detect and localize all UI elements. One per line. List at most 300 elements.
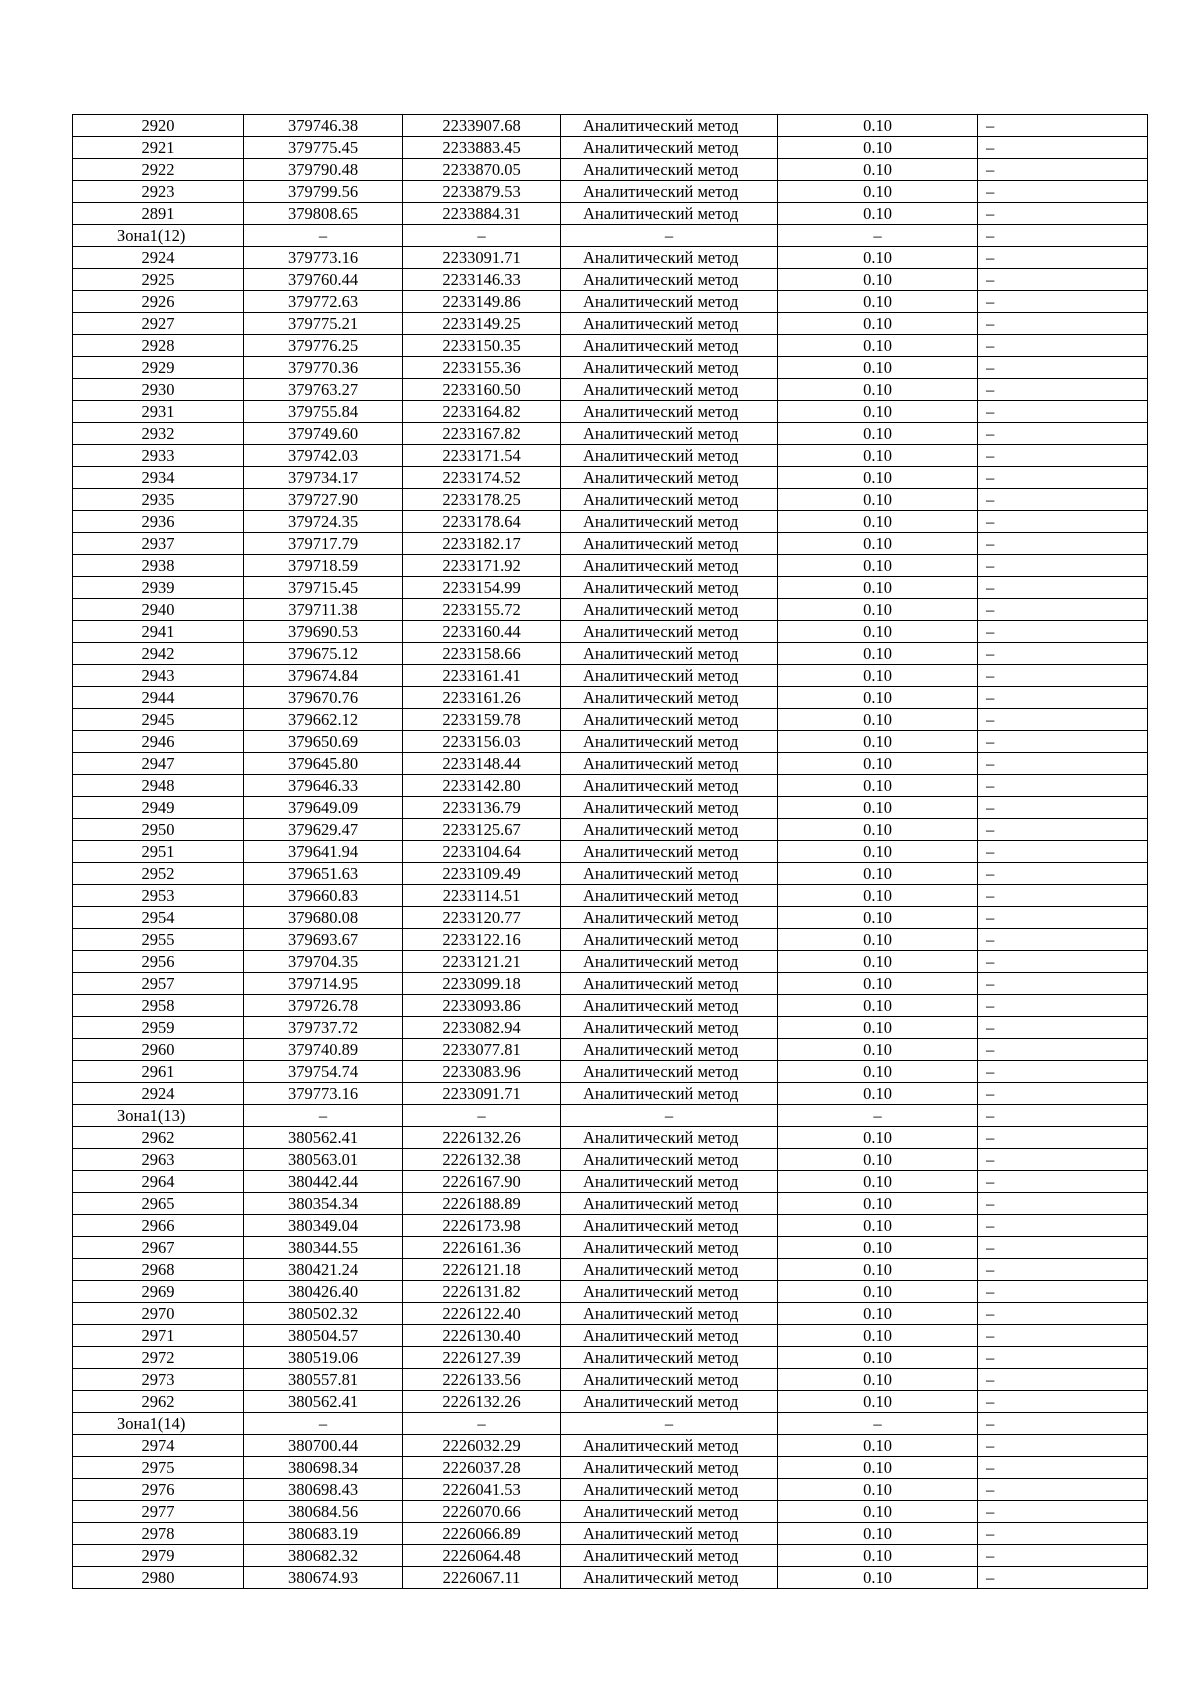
table-row bbox=[73, 203, 1148, 225]
x-coordinate-cell: 379760.44 bbox=[244, 269, 403, 291]
y-coordinate-cell: 2226173.98 bbox=[403, 1215, 561, 1237]
y-coordinate-cell: 2233156.03 bbox=[403, 731, 561, 753]
accuracy-cell: 0.10 bbox=[778, 1457, 978, 1479]
x-coordinate-cell: 379808.65 bbox=[244, 203, 403, 225]
table-row bbox=[73, 137, 1148, 159]
coordinates-table bbox=[72, 114, 1148, 1589]
accuracy-cell: 0.10 bbox=[778, 379, 978, 401]
method-cell: Аналитический метод bbox=[561, 1545, 778, 1567]
y-coordinate-cell: 2233907.68 bbox=[403, 115, 561, 137]
table-row bbox=[73, 1435, 1148, 1457]
remark-cell: – bbox=[978, 269, 1148, 291]
point-number-cell: 2950 bbox=[73, 819, 244, 841]
table-row bbox=[73, 775, 1148, 797]
remark-cell: – bbox=[978, 643, 1148, 665]
remark-cell: – bbox=[978, 709, 1148, 731]
y-coordinate-cell: 2233154.99 bbox=[403, 577, 561, 599]
x-coordinate-cell: 379754.74 bbox=[244, 1061, 403, 1083]
y-coordinate-cell: 2233136.79 bbox=[403, 797, 561, 819]
x-coordinate-cell: 379718.59 bbox=[244, 555, 403, 577]
method-cell: Аналитический метод bbox=[561, 401, 778, 423]
accuracy-cell: 0.10 bbox=[778, 1435, 978, 1457]
method-cell: Аналитический метод bbox=[561, 533, 778, 555]
y-coordinate-cell: 2233884.31 bbox=[403, 203, 561, 225]
method-cell: Аналитический метод bbox=[561, 709, 778, 731]
x-coordinate-cell: 379772.63 bbox=[244, 291, 403, 313]
x-coordinate-cell: 380562.41 bbox=[244, 1127, 403, 1149]
remark-cell: – bbox=[978, 1523, 1148, 1545]
point-number-cell: 2947 bbox=[73, 753, 244, 775]
x-coordinate-cell: – bbox=[244, 1105, 403, 1127]
method-cell: Аналитический метод bbox=[561, 995, 778, 1017]
table-row bbox=[73, 841, 1148, 863]
method-cell: Аналитический метод bbox=[561, 555, 778, 577]
y-coordinate-cell: 2226064.48 bbox=[403, 1545, 561, 1567]
y-coordinate-cell: 2233109.49 bbox=[403, 863, 561, 885]
point-number-cell: 2938 bbox=[73, 555, 244, 577]
point-number-cell: 2968 bbox=[73, 1259, 244, 1281]
remark-cell: – bbox=[978, 1457, 1148, 1479]
method-cell: Аналитический метод bbox=[561, 313, 778, 335]
point-number-cell: 2929 bbox=[73, 357, 244, 379]
x-coordinate-cell: 379641.94 bbox=[244, 841, 403, 863]
x-coordinate-cell: 379680.08 bbox=[244, 907, 403, 929]
y-coordinate-cell: 2233161.26 bbox=[403, 687, 561, 709]
accuracy-cell: 0.10 bbox=[778, 995, 978, 1017]
remark-cell: – bbox=[978, 1413, 1148, 1435]
y-coordinate-cell: 2233171.54 bbox=[403, 445, 561, 467]
point-number-cell: 2926 bbox=[73, 291, 244, 313]
method-cell: Аналитический метод bbox=[561, 797, 778, 819]
accuracy-cell: 0.10 bbox=[778, 1171, 978, 1193]
y-coordinate-cell: 2233160.44 bbox=[403, 621, 561, 643]
method-cell: Аналитический метод bbox=[561, 1193, 778, 1215]
y-coordinate-cell: 2233114.51 bbox=[403, 885, 561, 907]
point-number-cell: 2925 bbox=[73, 269, 244, 291]
remark-cell: – bbox=[978, 1061, 1148, 1083]
point-number-cell: 2961 bbox=[73, 1061, 244, 1083]
accuracy-cell: 0.10 bbox=[778, 335, 978, 357]
x-coordinate-cell: 379742.03 bbox=[244, 445, 403, 467]
x-coordinate-cell: 379746.38 bbox=[244, 115, 403, 137]
y-coordinate-cell: 2233155.36 bbox=[403, 357, 561, 379]
remark-cell: – bbox=[978, 291, 1148, 313]
point-number-cell: 2944 bbox=[73, 687, 244, 709]
table-row bbox=[73, 797, 1148, 819]
point-number-cell: 2945 bbox=[73, 709, 244, 731]
remark-cell: – bbox=[978, 1259, 1148, 1281]
table-row bbox=[73, 1281, 1148, 1303]
method-cell: Аналитический метод bbox=[561, 1347, 778, 1369]
method-cell: Аналитический метод bbox=[561, 357, 778, 379]
method-cell: Аналитический метод bbox=[561, 445, 778, 467]
accuracy-cell: 0.10 bbox=[778, 973, 978, 995]
table-row bbox=[73, 1083, 1148, 1105]
point-number-cell: 2924 bbox=[73, 247, 244, 269]
accuracy-cell: – bbox=[778, 225, 978, 247]
method-cell: Аналитический метод bbox=[561, 599, 778, 621]
y-coordinate-cell: 2233150.35 bbox=[403, 335, 561, 357]
method-cell: Аналитический метод bbox=[561, 973, 778, 995]
point-number-cell: 2971 bbox=[73, 1325, 244, 1347]
accuracy-cell: 0.10 bbox=[778, 1259, 978, 1281]
remark-cell: – bbox=[978, 731, 1148, 753]
x-coordinate-cell: 380683.19 bbox=[244, 1523, 403, 1545]
method-cell: Аналитический метод bbox=[561, 775, 778, 797]
accuracy-cell: 0.10 bbox=[778, 357, 978, 379]
y-coordinate-cell: 2233883.45 bbox=[403, 137, 561, 159]
x-coordinate-cell: 380354.34 bbox=[244, 1193, 403, 1215]
x-coordinate-cell: 379704.35 bbox=[244, 951, 403, 973]
y-coordinate-cell: 2226132.26 bbox=[403, 1391, 561, 1413]
y-coordinate-cell: 2233161.41 bbox=[403, 665, 561, 687]
table-row bbox=[73, 423, 1148, 445]
x-coordinate-cell: 379693.67 bbox=[244, 929, 403, 951]
point-number-cell: 2949 bbox=[73, 797, 244, 819]
point-number-cell: 2923 bbox=[73, 181, 244, 203]
method-cell: Аналитический метод bbox=[561, 885, 778, 907]
table-row bbox=[73, 643, 1148, 665]
accuracy-cell: 0.10 bbox=[778, 1303, 978, 1325]
method-cell: Аналитический метод bbox=[561, 1083, 778, 1105]
point-number-cell: 2941 bbox=[73, 621, 244, 643]
x-coordinate-cell: 379690.53 bbox=[244, 621, 403, 643]
y-coordinate-cell: 2233120.77 bbox=[403, 907, 561, 929]
y-coordinate-cell: 2226131.82 bbox=[403, 1281, 561, 1303]
method-cell: Аналитический метод bbox=[561, 1457, 778, 1479]
method-cell: Аналитический метод bbox=[561, 1237, 778, 1259]
accuracy-cell: 0.10 bbox=[778, 885, 978, 907]
remark-cell: – bbox=[978, 203, 1148, 225]
point-number-cell: 2967 bbox=[73, 1237, 244, 1259]
method-cell: Аналитический метод bbox=[561, 1567, 778, 1589]
method-cell: Аналитический метод bbox=[561, 1017, 778, 1039]
point-number-cell: 2924 bbox=[73, 1083, 244, 1105]
table-row bbox=[73, 1193, 1148, 1215]
point-number-cell: 2979 bbox=[73, 1545, 244, 1567]
point-number-cell: 2948 bbox=[73, 775, 244, 797]
x-coordinate-cell: 379737.72 bbox=[244, 1017, 403, 1039]
x-coordinate-cell: 379790.48 bbox=[244, 159, 403, 181]
y-coordinate-cell: 2233093.86 bbox=[403, 995, 561, 1017]
x-coordinate-cell: 379714.95 bbox=[244, 973, 403, 995]
x-coordinate-cell: 379775.45 bbox=[244, 137, 403, 159]
remark-cell: – bbox=[978, 929, 1148, 951]
accuracy-cell: 0.10 bbox=[778, 137, 978, 159]
remark-cell: – bbox=[978, 313, 1148, 335]
point-number-cell: 2946 bbox=[73, 731, 244, 753]
y-coordinate-cell: 2226132.38 bbox=[403, 1149, 561, 1171]
table-row bbox=[73, 1369, 1148, 1391]
y-coordinate-cell: 2233122.16 bbox=[403, 929, 561, 951]
method-cell: Аналитический метод bbox=[561, 863, 778, 885]
remark-cell: – bbox=[978, 445, 1148, 467]
point-number-cell: 2931 bbox=[73, 401, 244, 423]
table-row bbox=[73, 599, 1148, 621]
y-coordinate-cell: 2233077.81 bbox=[403, 1039, 561, 1061]
remark-cell: – bbox=[978, 357, 1148, 379]
x-coordinate-cell: 379770.36 bbox=[244, 357, 403, 379]
table-row bbox=[73, 973, 1148, 995]
table-row bbox=[73, 1457, 1148, 1479]
accuracy-cell: 0.10 bbox=[778, 621, 978, 643]
x-coordinate-cell: 380682.32 bbox=[244, 1545, 403, 1567]
method-cell: Аналитический метод bbox=[561, 687, 778, 709]
x-coordinate-cell: 379711.38 bbox=[244, 599, 403, 621]
accuracy-cell: 0.10 bbox=[778, 1039, 978, 1061]
point-number-cell: 2959 bbox=[73, 1017, 244, 1039]
accuracy-cell: 0.10 bbox=[778, 863, 978, 885]
y-coordinate-cell: 2233149.86 bbox=[403, 291, 561, 313]
accuracy-cell: 0.10 bbox=[778, 1347, 978, 1369]
x-coordinate-cell: 380698.43 bbox=[244, 1479, 403, 1501]
y-coordinate-cell: 2226070.66 bbox=[403, 1501, 561, 1523]
x-coordinate-cell: 380426.40 bbox=[244, 1281, 403, 1303]
accuracy-cell: 0.10 bbox=[778, 1061, 978, 1083]
point-number-cell: 2951 bbox=[73, 841, 244, 863]
y-coordinate-cell: 2226122.40 bbox=[403, 1303, 561, 1325]
method-cell: Аналитический метод bbox=[561, 335, 778, 357]
y-coordinate-cell: 2233125.67 bbox=[403, 819, 561, 841]
remark-cell: – bbox=[978, 1171, 1148, 1193]
point-number-cell: 2942 bbox=[73, 643, 244, 665]
accuracy-cell: 0.10 bbox=[778, 247, 978, 269]
table-row bbox=[73, 1325, 1148, 1347]
accuracy-cell: 0.10 bbox=[778, 1391, 978, 1413]
y-coordinate-cell: 2226041.53 bbox=[403, 1479, 561, 1501]
accuracy-cell: 0.10 bbox=[778, 1479, 978, 1501]
method-cell: Аналитический метод bbox=[561, 379, 778, 401]
method-cell: Аналитический метод bbox=[561, 269, 778, 291]
accuracy-cell: 0.10 bbox=[778, 511, 978, 533]
remark-cell: – bbox=[978, 819, 1148, 841]
remark-cell: – bbox=[978, 489, 1148, 511]
x-coordinate-cell: 379660.83 bbox=[244, 885, 403, 907]
x-coordinate-cell: 379755.84 bbox=[244, 401, 403, 423]
remark-cell: – bbox=[978, 797, 1148, 819]
method-cell: Аналитический метод bbox=[561, 841, 778, 863]
table-row bbox=[73, 1215, 1148, 1237]
table-row bbox=[73, 929, 1148, 951]
table-row bbox=[73, 665, 1148, 687]
table-row bbox=[73, 335, 1148, 357]
remark-cell: – bbox=[978, 335, 1148, 357]
y-coordinate-cell: 2226161.36 bbox=[403, 1237, 561, 1259]
point-number-cell: 2932 bbox=[73, 423, 244, 445]
method-cell: Аналитический метод bbox=[561, 1523, 778, 1545]
remark-cell: – bbox=[978, 115, 1148, 137]
remark-cell: – bbox=[978, 621, 1148, 643]
table-row bbox=[73, 1479, 1148, 1501]
method-cell: Аналитический метод bbox=[561, 203, 778, 225]
table-row bbox=[73, 621, 1148, 643]
x-coordinate-cell: 380684.56 bbox=[244, 1501, 403, 1523]
table-row bbox=[73, 1149, 1148, 1171]
remark-cell: – bbox=[978, 1391, 1148, 1413]
x-coordinate-cell: 380698.34 bbox=[244, 1457, 403, 1479]
y-coordinate-cell: 2226132.26 bbox=[403, 1127, 561, 1149]
accuracy-cell: 0.10 bbox=[778, 115, 978, 137]
table-row bbox=[73, 1171, 1148, 1193]
accuracy-cell: – bbox=[778, 1105, 978, 1127]
accuracy-cell: 0.10 bbox=[778, 665, 978, 687]
point-number-cell: 2980 bbox=[73, 1567, 244, 1589]
method-cell: Аналитический метод bbox=[561, 511, 778, 533]
remark-cell: – bbox=[978, 511, 1148, 533]
point-number-cell: 2922 bbox=[73, 159, 244, 181]
remark-cell: – bbox=[978, 467, 1148, 489]
x-coordinate-cell: 380563.01 bbox=[244, 1149, 403, 1171]
y-coordinate-cell: 2233091.71 bbox=[403, 247, 561, 269]
table-row bbox=[73, 313, 1148, 335]
accuracy-cell: 0.10 bbox=[778, 555, 978, 577]
table-row bbox=[73, 1061, 1148, 1083]
remark-cell: – bbox=[978, 1567, 1148, 1589]
y-coordinate-cell: – bbox=[403, 1105, 561, 1127]
y-coordinate-cell: 2233171.92 bbox=[403, 555, 561, 577]
table-row bbox=[73, 1391, 1148, 1413]
coordinates-table-body bbox=[73, 115, 1148, 1589]
remark-cell: – bbox=[978, 775, 1148, 797]
x-coordinate-cell: 379662.12 bbox=[244, 709, 403, 731]
remark-cell: – bbox=[978, 1017, 1148, 1039]
x-coordinate-cell: 379674.84 bbox=[244, 665, 403, 687]
x-coordinate-cell: 379649.09 bbox=[244, 797, 403, 819]
method-cell: Аналитический метод bbox=[561, 1479, 778, 1501]
point-number-cell: 2937 bbox=[73, 533, 244, 555]
y-coordinate-cell: 2233182.17 bbox=[403, 533, 561, 555]
table-row bbox=[73, 995, 1148, 1017]
table-row bbox=[73, 1039, 1148, 1061]
x-coordinate-cell: 379740.89 bbox=[244, 1039, 403, 1061]
x-coordinate-cell: 380674.93 bbox=[244, 1567, 403, 1589]
accuracy-cell: 0.10 bbox=[778, 1523, 978, 1545]
y-coordinate-cell: 2233159.78 bbox=[403, 709, 561, 731]
x-coordinate-cell: 380519.06 bbox=[244, 1347, 403, 1369]
zone-header-row bbox=[73, 225, 1148, 247]
table-row bbox=[73, 863, 1148, 885]
y-coordinate-cell: 2233148.44 bbox=[403, 753, 561, 775]
accuracy-cell: 0.10 bbox=[778, 687, 978, 709]
method-cell: Аналитический метод bbox=[561, 1501, 778, 1523]
zone-header-row bbox=[73, 1413, 1148, 1435]
point-number-cell: 2962 bbox=[73, 1127, 244, 1149]
point-number-cell: 2953 bbox=[73, 885, 244, 907]
method-cell: Аналитический метод bbox=[561, 181, 778, 203]
accuracy-cell: 0.10 bbox=[778, 907, 978, 929]
x-coordinate-cell: 379776.25 bbox=[244, 335, 403, 357]
x-coordinate-cell: – bbox=[244, 225, 403, 247]
y-coordinate-cell: 2226037.28 bbox=[403, 1457, 561, 1479]
y-coordinate-cell: – bbox=[403, 225, 561, 247]
accuracy-cell: 0.10 bbox=[778, 709, 978, 731]
remark-cell: – bbox=[978, 1149, 1148, 1171]
method-cell: Аналитический метод bbox=[561, 1149, 778, 1171]
y-coordinate-cell: 2233870.05 bbox=[403, 159, 561, 181]
y-coordinate-cell: 2233142.80 bbox=[403, 775, 561, 797]
point-number-cell: Зона1(12) bbox=[73, 225, 244, 247]
accuracy-cell: 0.10 bbox=[778, 775, 978, 797]
point-number-cell: 2963 bbox=[73, 1149, 244, 1171]
point-number-cell: 2973 bbox=[73, 1369, 244, 1391]
x-coordinate-cell: 379773.16 bbox=[244, 1083, 403, 1105]
accuracy-cell: 0.10 bbox=[778, 599, 978, 621]
accuracy-cell: – bbox=[778, 1413, 978, 1435]
point-number-cell: 2969 bbox=[73, 1281, 244, 1303]
accuracy-cell: 0.10 bbox=[778, 203, 978, 225]
remark-cell: – bbox=[978, 665, 1148, 687]
accuracy-cell: 0.10 bbox=[778, 753, 978, 775]
table-row bbox=[73, 731, 1148, 753]
method-cell: Аналитический метод bbox=[561, 951, 778, 973]
table-row bbox=[73, 379, 1148, 401]
point-number-cell: 2933 bbox=[73, 445, 244, 467]
x-coordinate-cell: 380557.81 bbox=[244, 1369, 403, 1391]
remark-cell: – bbox=[978, 1369, 1148, 1391]
table-row bbox=[73, 1127, 1148, 1149]
remark-cell: – bbox=[978, 225, 1148, 247]
y-coordinate-cell: 2233174.52 bbox=[403, 467, 561, 489]
x-coordinate-cell: 380502.32 bbox=[244, 1303, 403, 1325]
method-cell: Аналитический метод bbox=[561, 423, 778, 445]
accuracy-cell: 0.10 bbox=[778, 1567, 978, 1589]
point-number-cell: 2965 bbox=[73, 1193, 244, 1215]
point-number-cell: 2974 bbox=[73, 1435, 244, 1457]
method-cell: Аналитический метод bbox=[561, 1061, 778, 1083]
method-cell: Аналитический метод bbox=[561, 1369, 778, 1391]
table-row bbox=[73, 1237, 1148, 1259]
accuracy-cell: 0.10 bbox=[778, 1149, 978, 1171]
table-row bbox=[73, 401, 1148, 423]
accuracy-cell: 0.10 bbox=[778, 731, 978, 753]
accuracy-cell: 0.10 bbox=[778, 489, 978, 511]
y-coordinate-cell: 2233082.94 bbox=[403, 1017, 561, 1039]
point-number-cell: 2927 bbox=[73, 313, 244, 335]
method-cell: Аналитический метод bbox=[561, 665, 778, 687]
accuracy-cell: 0.10 bbox=[778, 1215, 978, 1237]
point-number-cell: 2940 bbox=[73, 599, 244, 621]
table-row bbox=[73, 489, 1148, 511]
accuracy-cell: 0.10 bbox=[778, 269, 978, 291]
remark-cell: – bbox=[978, 181, 1148, 203]
y-coordinate-cell: 2226167.90 bbox=[403, 1171, 561, 1193]
table-row bbox=[73, 115, 1148, 137]
y-coordinate-cell: 2233121.21 bbox=[403, 951, 561, 973]
x-coordinate-cell: 380349.04 bbox=[244, 1215, 403, 1237]
y-coordinate-cell: 2226032.29 bbox=[403, 1435, 561, 1457]
method-cell: Аналитический метод bbox=[561, 1127, 778, 1149]
accuracy-cell: 0.10 bbox=[778, 313, 978, 335]
remark-cell: – bbox=[978, 1479, 1148, 1501]
x-coordinate-cell: 379727.90 bbox=[244, 489, 403, 511]
remark-cell: – bbox=[978, 1105, 1148, 1127]
y-coordinate-cell: 2233099.18 bbox=[403, 973, 561, 995]
table-row bbox=[73, 907, 1148, 929]
method-cell: Аналитический метод bbox=[561, 1215, 778, 1237]
table-row bbox=[73, 885, 1148, 907]
accuracy-cell: 0.10 bbox=[778, 1325, 978, 1347]
table-row bbox=[73, 511, 1148, 533]
accuracy-cell: 0.10 bbox=[778, 797, 978, 819]
accuracy-cell: 0.10 bbox=[778, 1127, 978, 1149]
point-number-cell: 2966 bbox=[73, 1215, 244, 1237]
x-coordinate-cell: – bbox=[244, 1413, 403, 1435]
table-row bbox=[73, 1347, 1148, 1369]
remark-cell: – bbox=[978, 247, 1148, 269]
y-coordinate-cell: 2233879.53 bbox=[403, 181, 561, 203]
table-row bbox=[73, 291, 1148, 313]
y-coordinate-cell: 2226121.18 bbox=[403, 1259, 561, 1281]
